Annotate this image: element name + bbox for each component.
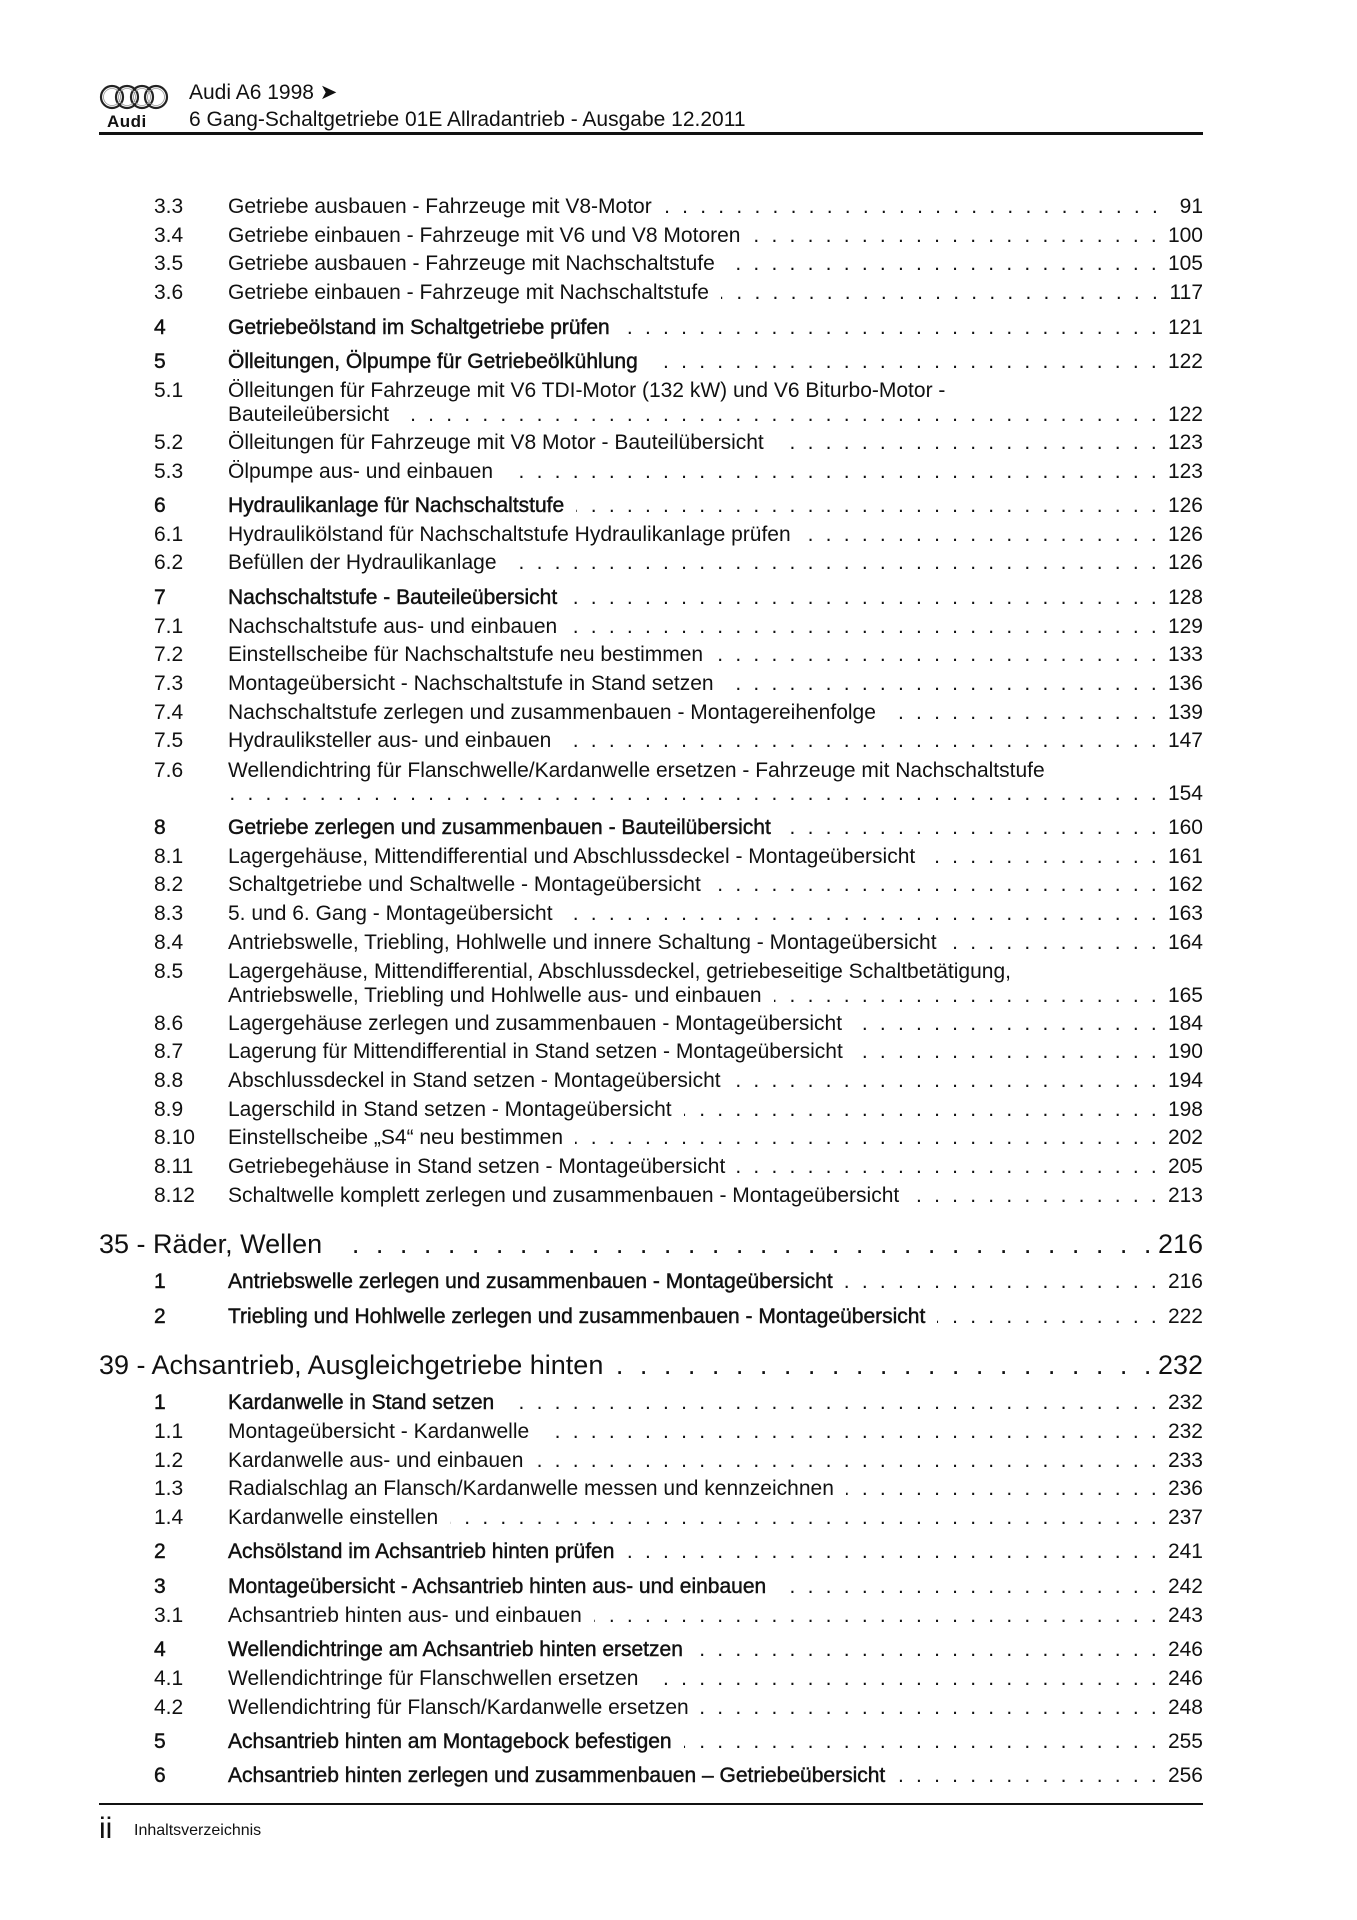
toc-section-heading[interactable] [99, 1226, 1203, 1262]
toc-page-number: 232 [1167, 1391, 1203, 1415]
toc-page-number: 241 [1167, 1540, 1203, 1564]
toc-entry-number: 8 [154, 816, 166, 840]
toc-page-number: 163 [1167, 902, 1203, 926]
toc-entry-number: 8.8 [154, 1069, 184, 1093]
toc-page-number: 117 [1169, 281, 1203, 305]
dot-leader [401, 403, 1160, 427]
toc-entry-title: Nachschaltstufe - Bauteileübersicht [228, 585, 558, 609]
toc-page-number: 147 [1167, 729, 1203, 753]
toc-entry[interactable] [99, 871, 1203, 900]
toc-entry-number: 2 [154, 1540, 166, 1564]
toc-entry[interactable] [99, 1153, 1203, 1182]
toc-page-number: 123 [1167, 430, 1203, 454]
toc-page-number: 237 [1167, 1506, 1203, 1529]
toc-entry-number: 7.6 [154, 758, 184, 782]
toc-page-number: 243 [1167, 1603, 1203, 1627]
toc-entry-title: Radialschlag an Flansch/Kardanwelle messen und kennzeichnen [228, 1477, 834, 1501]
toc-entry[interactable] [99, 900, 1203, 929]
document-subtitle: 6 Gang-Schaltgetriebe 01E Allradantrieb - Ausgabe 12.2011 [189, 108, 746, 131]
toc-entry[interactable] [99, 1504, 1203, 1533]
toc-entry-title: Getriebeölstand im Schaltgetriebe prüfen [228, 315, 610, 339]
toc-entry-number: 4.1 [154, 1666, 184, 1690]
toc-entry-title: Antriebswelle zerlegen und zusammenbauen - Montageübersicht [228, 1270, 833, 1294]
toc-entry-title: Lagerschild in Stand setzen - Montageübersicht [228, 1097, 672, 1121]
toc-entry-number: 7.3 [154, 672, 184, 695]
dot-leader [803, 521, 1160, 550]
dot-leader [937, 1303, 1160, 1332]
audi-rings-logo [99, 82, 169, 112]
dot-leader [949, 929, 1160, 958]
toc-entry-title: Abschlussdeckel in Stand setzen - Montageübersicht [228, 1069, 721, 1093]
toc-entry-number: 8.7 [154, 1040, 184, 1064]
dot-leader [846, 1475, 1160, 1504]
toc-entry-title: Kardanwelle in Stand setzen [228, 1391, 495, 1415]
toc-entry-number: 3.4 [154, 223, 184, 247]
toc-page-number: 198 [1167, 1097, 1203, 1121]
toc-page-number: 202 [1167, 1126, 1203, 1150]
toc-entry[interactable] [99, 377, 1203, 429]
toc-entry-title: Antriebswelle, Triebling und Hohlwelle aus- und einbauen [228, 983, 762, 1007]
toc-page-number: 255 [1167, 1730, 1203, 1753]
toc-section-heading[interactable] [99, 1347, 1203, 1383]
dot-leader [535, 1447, 1160, 1476]
dot-leader [752, 222, 1159, 251]
toc-entry[interactable] [99, 250, 1203, 279]
footer-rule [99, 1803, 1203, 1805]
toc-entry[interactable] [99, 699, 1203, 728]
toc-entry-title: Lagergehäuse zerlegen und zusammenbauen - Montageübersicht [228, 1011, 843, 1035]
dot-leader [650, 348, 1160, 377]
toc-entry[interactable] [99, 1124, 1203, 1153]
dot-leader [684, 1096, 1160, 1125]
toc-entry-number: 1.2 [154, 1448, 184, 1472]
dot-leader [617, 1347, 1156, 1383]
toc-entry-title: Hydraulikanlage für Nachschaltstufe [228, 494, 565, 518]
toc-entry-number: 8.4 [154, 930, 184, 954]
toc-page-number: 126 [1167, 494, 1203, 518]
toc-entry[interactable] [99, 193, 1203, 222]
toc-entry-title: Getriebe ausbauen - Fahrzeuge mit V8-Motor [228, 195, 652, 218]
toc-entry-number: 1.3 [154, 1477, 184, 1501]
toc-entry-number: 5.2 [154, 430, 184, 454]
toc-page-number: 246 [1167, 1666, 1203, 1690]
dot-leader [713, 871, 1160, 900]
toc-entry-number: 4 [154, 315, 166, 339]
toc-entry-title: Schaltgetriebe und Schaltwelle - Montageübersicht [228, 873, 701, 897]
toc-page-number: 122 [1167, 402, 1203, 426]
toc-entry-title: Triebling und Hohlwelle zerlegen und zusammenbauen - Montageübersicht [228, 1304, 926, 1328]
toc-entry[interactable] [99, 1602, 1203, 1631]
toc-entry[interactable] [99, 1762, 1203, 1791]
toc-entry-title: Montageübersicht - Nachschaltstufe in Stand setzen [228, 672, 714, 695]
toc-entry-title: 5. und 6. Gang - Montageübersicht [228, 902, 553, 926]
toc-page-number: 236 [1167, 1477, 1203, 1501]
toc-page-number: 133 [1167, 643, 1203, 667]
toc-entry-title: Nachschaltstufe aus- und einbauen [228, 614, 558, 638]
toc-entry[interactable] [99, 314, 1203, 343]
toc-entry-number: 5 [154, 350, 166, 374]
toc-page-number: 122 [1167, 350, 1203, 374]
toc-entry-number: 7 [154, 585, 166, 609]
toc-entry-number: 4.2 [154, 1695, 184, 1719]
toc-entry-title: Wellendichtring für Flanschwelle/Kardanwelle ersetzen - Fahrzeuge mit Nachschaltstufe [228, 758, 1045, 782]
toc-page-number: 126 [1167, 522, 1203, 546]
toc-entry-number: 1 [154, 1270, 166, 1294]
toc-entry-number: 3.3 [154, 195, 184, 218]
toc-entry[interactable] [99, 1447, 1203, 1476]
dot-leader [650, 1665, 1159, 1694]
toc-page-number: 139 [1167, 700, 1203, 724]
toc-entry-title: Achsantrieb hinten zerlegen und zusammenbauen – Getriebeübersicht [228, 1764, 886, 1788]
toc-entry[interactable] [99, 521, 1203, 550]
toc-entry-number: 8.5 [154, 960, 184, 984]
dot-leader [778, 1573, 1160, 1602]
dot-leader [684, 1728, 1160, 1757]
toc-entry[interactable] [99, 429, 1203, 458]
toc-page-number: 128 [1167, 585, 1203, 609]
toc-page-number: 154 [1167, 782, 1203, 806]
dot-leader [854, 1010, 1160, 1039]
toc-page-number: 123 [1167, 459, 1203, 483]
toc-entry-number: 7.2 [154, 643, 184, 667]
toc-entry-title: Montageübersicht - Kardanwelle [228, 1419, 530, 1443]
toc-page-number: 162 [1167, 873, 1203, 897]
toc-entry[interactable] [99, 1694, 1203, 1723]
toc-entry[interactable] [99, 843, 1203, 872]
dot-leader [888, 699, 1160, 728]
dot-leader [336, 1226, 1156, 1262]
toc-page-number: 161 [1167, 844, 1203, 868]
toc-entry-title: Einstellscheibe für Nachschaltstufe neu bestimmen [228, 643, 704, 667]
dot-leader [576, 492, 1160, 521]
footer-section-name: Inhaltsverzeichnis [134, 1822, 262, 1839]
dot-leader [594, 1602, 1160, 1631]
toc-entry[interactable] [99, 756, 1203, 808]
toc-page-number: 121 [1167, 315, 1203, 339]
toc-entry[interactable] [99, 1418, 1203, 1447]
toc-page-number: 256 [1167, 1764, 1203, 1788]
toc-entry-title: Ölpumpe aus- und einbauen [228, 459, 494, 483]
toc-entry-title: Lagerung für Mittendifferential in Stand setzen - Montageübersicht [228, 1040, 843, 1064]
toc-entry-title: Getriebe ausbauen - Fahrzeuge mit Nachschaltstufe [228, 252, 715, 276]
toc-entry-number: 3.6 [154, 281, 184, 305]
toc-entry-number: 3 [154, 1574, 166, 1598]
document-title: Audi A6 1998 ➤ [189, 81, 338, 104]
dot-leader [569, 584, 1160, 613]
toc-entry-title: Kardanwelle aus- und einbauen [228, 1448, 524, 1472]
toc-entry-number: 7.1 [154, 614, 184, 638]
toc-page-number: 222 [1167, 1304, 1203, 1328]
toc-entry-title: Lagergehäuse, Mittendifferential und Abschlussdeckel - Montageübersicht [228, 844, 916, 868]
toc-entry-number: 8.9 [154, 1097, 184, 1121]
toc-entry-title: 35 - Räder, Wellen [99, 1229, 323, 1260]
toc-entry-number: 1 [154, 1391, 166, 1415]
toc-entry[interactable] [99, 613, 1203, 642]
dot-leader [726, 670, 1160, 699]
toc-entry-number: 6.2 [154, 551, 184, 575]
dot-leader [626, 1538, 1160, 1567]
toc-entry-title: Lagergehäuse, Mittendifferential, Abschlussdeckel, getriebeseitige Schaltbetätigung, [228, 960, 1011, 984]
dot-leader [721, 279, 1161, 308]
toc-entry[interactable] [99, 727, 1203, 756]
toc-entry[interactable] [99, 1182, 1203, 1211]
table-of-contents [99, 193, 1203, 1791]
toc-entry-number: 5 [154, 1730, 166, 1753]
toc-entry-title: Getriebegehäuse in Stand setzen - Montageübersicht [228, 1155, 726, 1179]
toc-page-number: 160 [1167, 816, 1203, 840]
dot-leader [715, 641, 1160, 670]
toc-page-number: 216 [1167, 1270, 1203, 1294]
dot-leader [733, 1067, 1160, 1096]
toc-entry-number: 8.6 [154, 1011, 184, 1035]
toc-entry-title: Wellendichtring für Flansch/Kardanwelle ersetzen [228, 1695, 689, 1719]
toc-entry-number: 1.4 [154, 1506, 184, 1529]
toc-entry-number: 8.3 [154, 902, 184, 926]
toc-page-number: 213 [1167, 1183, 1203, 1207]
toc-page-number: 232 [1167, 1419, 1203, 1443]
dot-leader [727, 250, 1160, 279]
toc-entry-title: Getriebe einbauen - Fahrzeuge mit V6 und V8 Motoren [228, 223, 741, 247]
toc-entry-title: Schaltwelle komplett zerlegen und zusammenbauen - Montageübersicht [228, 1183, 900, 1207]
toc-page-number: 100 [1167, 223, 1203, 247]
toc-entry[interactable] [99, 1728, 1203, 1757]
dot-leader [569, 613, 1160, 642]
page-header [99, 78, 1203, 134]
toc-entry-title: Getriebe einbauen - Fahrzeuge mit Nachschaltstufe [228, 281, 709, 305]
dot-leader [911, 1182, 1160, 1211]
header-rule [99, 132, 1203, 135]
dot-leader [505, 458, 1160, 487]
toc-entry[interactable] [99, 279, 1203, 308]
dot-leader [776, 429, 1160, 458]
toc-entry[interactable] [99, 1096, 1203, 1125]
toc-page-number: 129 [1167, 614, 1203, 638]
toc-entry[interactable] [99, 549, 1203, 578]
toc-entry[interactable] [99, 584, 1203, 613]
toc-page-number: 91 [1179, 195, 1203, 218]
toc-page-number: 136 [1167, 672, 1203, 695]
toc-page-number: 233 [1167, 1448, 1203, 1472]
toc-entry-title: Achsantrieb hinten aus- und einbauen [228, 1603, 582, 1627]
toc-entry-title: Nachschaltstufe zerlegen und zusammenbauen - Montagereihenfolge [228, 700, 876, 724]
toc-entry[interactable] [99, 1303, 1203, 1332]
dot-leader [228, 782, 1160, 806]
toc-entry[interactable] [99, 1636, 1203, 1665]
toc-page-number: 242 [1167, 1574, 1203, 1598]
toc-entry-title: Achsantrieb hinten am Montagebock befestigen [228, 1730, 672, 1753]
toc-entry[interactable] [99, 1067, 1203, 1096]
toc-entry-number: 8.11 [154, 1155, 194, 1179]
toc-entry-title: 39 - Achsantrieb, Ausgleichgetriebe hinten [99, 1350, 604, 1381]
toc-entry[interactable] [99, 222, 1203, 251]
toc-page-number: 205 [1167, 1155, 1203, 1179]
toc-entry-number: 4 [154, 1638, 166, 1662]
dot-leader [737, 1153, 1160, 1182]
dot-leader [575, 1124, 1160, 1153]
toc-entry[interactable] [99, 1665, 1203, 1694]
toc-entry[interactable] [99, 1538, 1203, 1567]
dot-leader [783, 814, 1160, 843]
toc-entry-number: 8.1 [154, 844, 184, 868]
toc-entry-number: 8.12 [154, 1183, 195, 1207]
dot-leader [695, 1636, 1160, 1665]
toc-entry[interactable] [99, 641, 1203, 670]
toc-page-number: 248 [1167, 1695, 1203, 1719]
dot-leader [774, 984, 1160, 1008]
toc-entry-title: Getriebe zerlegen und zusammenbauen - Bauteilübersicht [228, 816, 771, 840]
toc-entry[interactable] [99, 957, 1203, 1009]
toc-entry-title: Montageübersicht - Achsantrieb hinten aus- und einbauen [228, 1574, 767, 1598]
toc-entry-title: Bauteileübersicht [228, 402, 390, 426]
toc-entry-title: Einstellscheibe „S4“ neu bestimmen [228, 1126, 563, 1150]
toc-entry-title: Wellendichtringe am Achsantrieb hinten ersetzen [228, 1638, 683, 1662]
toc-entry[interactable] [99, 670, 1203, 699]
toc-page-number: 216 [1157, 1229, 1203, 1260]
dot-leader [563, 727, 1160, 756]
toc-page-number: 232 [1157, 1350, 1203, 1381]
toc-entry-title: Wellendichtringe für Flanschwellen ersetzen [228, 1666, 639, 1690]
toc-entry-number: 8.2 [154, 873, 184, 897]
toc-entry-number: 3.1 [154, 1603, 184, 1627]
audi-wordmark: Audi [107, 112, 147, 131]
toc-entry[interactable] [99, 1268, 1203, 1297]
toc-entry-title: Hydrauliksteller aus- und einbauen [228, 729, 552, 753]
toc-entry-number: 2 [154, 1304, 166, 1328]
toc-entry[interactable] [99, 929, 1203, 958]
toc-page-number: 190 [1167, 1040, 1203, 1064]
toc-entry[interactable] [99, 1475, 1203, 1504]
toc-entry[interactable] [99, 1573, 1203, 1602]
dot-leader [506, 1389, 1160, 1418]
toc-entry-number: 5.1 [154, 379, 184, 403]
toc-page-number: 246 [1167, 1638, 1203, 1662]
toc-entry-number: 6 [154, 494, 166, 518]
dot-leader [541, 1418, 1160, 1447]
toc-entry-title: Ölleitungen, Ölpumpe für Getriebeölkühlung [228, 350, 638, 374]
toc-entry[interactable] [99, 1389, 1203, 1418]
toc-entry[interactable] [99, 1010, 1203, 1039]
dot-leader [509, 549, 1160, 578]
toc-entry-title: Befüllen der Hydraulikanlage [228, 551, 497, 575]
toc-entry-number: 8.10 [154, 1126, 195, 1150]
toc-entry-number: 6.1 [154, 522, 184, 546]
toc-page-number: 165 [1167, 983, 1203, 1007]
toc-entry-title: Hydraulikölstand für Nachschaltstufe Hydraulikanlage prüfen [228, 522, 791, 546]
dot-leader [855, 1038, 1160, 1067]
page-number: ii [99, 1812, 113, 1845]
dot-leader [664, 193, 1161, 222]
toc-entry[interactable] [99, 1038, 1203, 1067]
toc-entry-number: 7.5 [154, 729, 184, 753]
toc-entry[interactable] [99, 458, 1203, 487]
toc-entry[interactable] [99, 814, 1203, 843]
toc-entry-title: Ölleitungen für Fahrzeuge mit V8 Motor - Bauteilübersicht [228, 430, 764, 454]
dot-leader [450, 1504, 1160, 1533]
toc-page-number: 164 [1167, 930, 1203, 954]
toc-entry-number: 3.5 [154, 252, 184, 276]
toc-page-number: 105 [1167, 252, 1203, 276]
dot-leader [622, 314, 1160, 343]
dot-leader [565, 900, 1160, 929]
toc-entry-number: 5.3 [154, 459, 184, 483]
toc-page-number: 194 [1167, 1069, 1203, 1093]
dot-leader [927, 843, 1160, 872]
toc-entry-title: Achsölstand im Achsantrieb hinten prüfen [228, 1540, 615, 1564]
toc-page-number: 184 [1167, 1011, 1203, 1035]
toc-entry-number: 6 [154, 1764, 166, 1788]
toc-entry-title: Antriebswelle, Triebling, Hohlwelle und innere Schaltung - Montageübersicht [228, 930, 937, 954]
toc-entry-number: 7.4 [154, 700, 184, 724]
toc-entry-title: Kardanwelle einstellen [228, 1506, 439, 1529]
dot-leader [897, 1762, 1160, 1791]
dot-leader [701, 1694, 1160, 1723]
toc-page-number: 126 [1167, 551, 1203, 575]
toc-entry[interactable] [99, 348, 1203, 377]
toc-entry[interactable] [99, 492, 1203, 521]
toc-entry-title: Ölleitungen für Fahrzeuge mit V6 TDI-Motor (132 kW) und V6 Biturbo-Motor - [228, 379, 946, 403]
toc-entry-number: 1.1 [154, 1419, 184, 1443]
dot-leader [845, 1268, 1160, 1297]
